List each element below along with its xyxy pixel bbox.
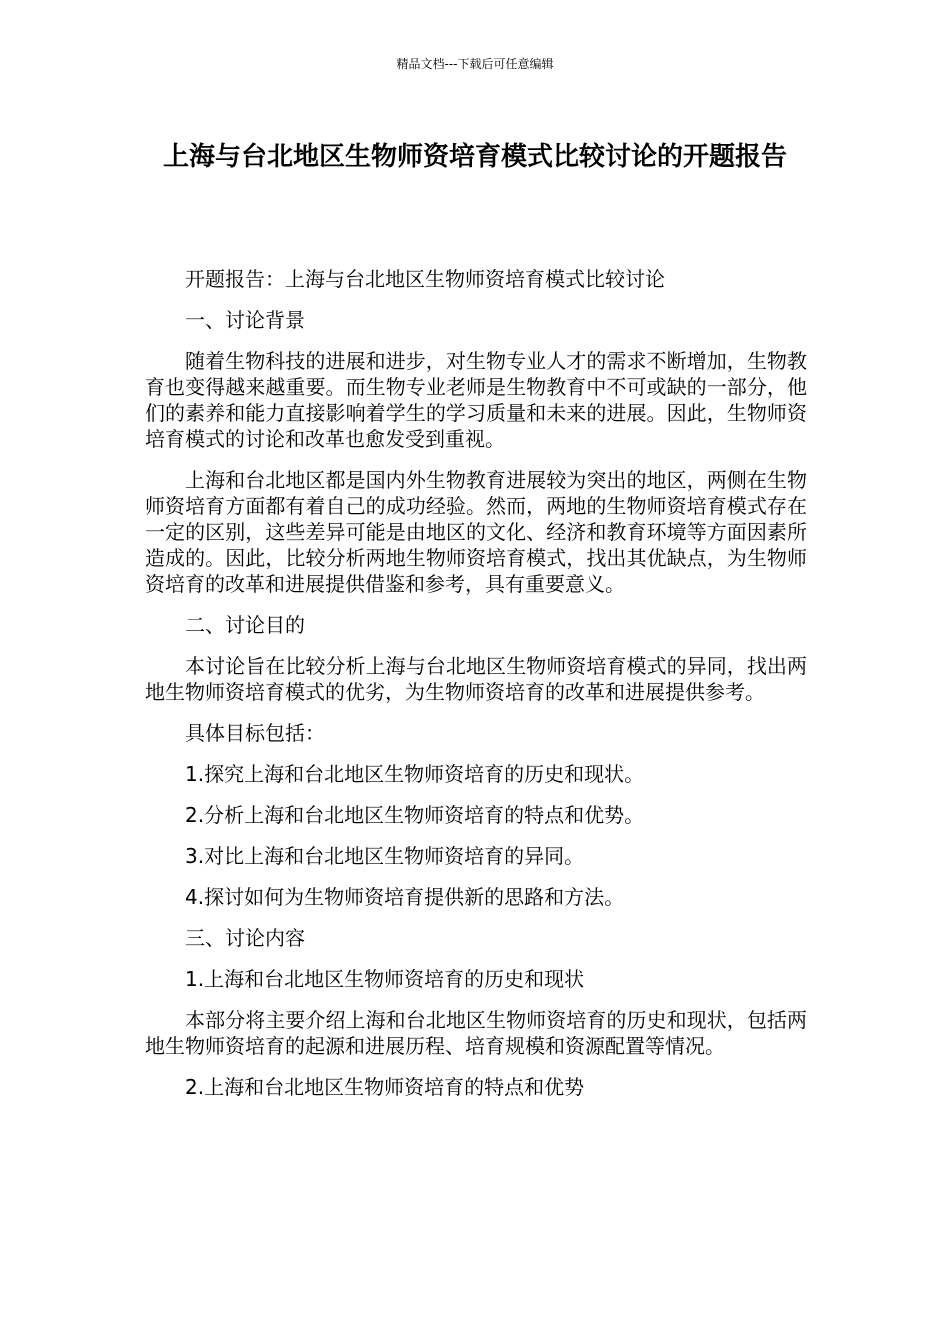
list-item: 2.分析上海和台北地区生物师资培育的特点和优势。 [185,803,645,827]
document-title: 上海与台北地区生物师资培育模式比较讨论的开题报告 [162,142,787,172]
section-heading-background: 一、讨论背景 [185,308,305,332]
section-heading-purpose: 二、讨论目的 [185,613,305,637]
intro-line: 开题报告：上海与台北地区生物师资培育模式比较讨论 [185,267,665,291]
page-header: 精品文档---下载后可任意编辑 [396,57,554,71]
section-heading-content: 三、讨论内容 [185,926,305,950]
list-intro: 具体目标包括： [185,721,325,745]
list-item: 1.探究上海和台北地区生物师资培育的历史和现状。 [185,762,645,786]
subsection-heading: 1.上海和台北地区生物师资培育的历史和现状 [185,967,585,991]
body-paragraph: 上海和台北地区都是国内外生物教育进展较为突出的地区，两侧在生物师资培育方面都有着自己的成功经验。然而，两地的生物师资培育模式存在一定的区别，这些差异可能是由地区的文化、经济和教育环境等方面因素所造成的。因此，比较分析两地生物师资培育模式，找出其优缺点，为生物师资培育的改革和进展提供借鉴和参考，具有重要意义。 [145,468,807,596]
list-item: 4.探讨如何为生物师资培育提供新的思路和方法。 [185,885,625,909]
subsection-heading: 2.上海和台北地区生物师资培育的特点和优势 [185,1075,585,1099]
document-body [145,266,807,1115]
list-item: 3.对比上海和台北地区生物师资培育的异同。 [185,844,585,868]
body-paragraph: 本部分将主要介绍上海和台北地区生物师资培育的历史和现状，包括两地生物师资培育的起源和进展历程、培育规模和资源配置等情况。 [145,1008,807,1058]
body-paragraph: 本讨论旨在比较分析上海与台北地区生物师资培育模式的异同，找出两地生物师资培育模式的优劣，为生物师资培育的改革和进展提供参考。 [145,654,807,704]
body-paragraph: 随着生物科技的进展和进步，对生物专业人才的需求不断增加，生物教育也变得越来越重要。而生物专业老师是生物教育中不可或缺的一部分，他们的素养和能力直接影响着学生的学习质量和未来的进展。因此，生物师资培育模式的讨论和改革也愈发受到重视。 [145,349,807,451]
